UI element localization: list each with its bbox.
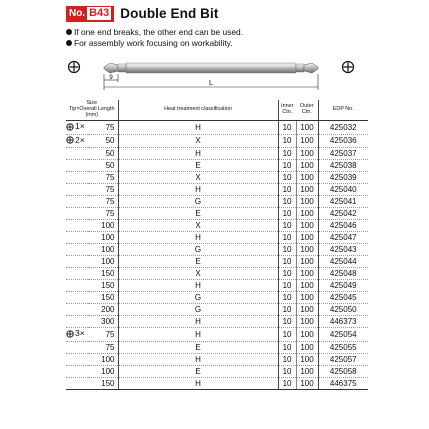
heat-class-cell: G xyxy=(118,304,278,316)
inner-ctn-cell: 10 xyxy=(278,353,296,365)
edp-cell: 425042 xyxy=(318,208,368,220)
tip-size-cell xyxy=(66,196,88,208)
product-title: Double End Bit xyxy=(120,6,219,21)
spec-table xyxy=(66,100,368,390)
table-row xyxy=(66,220,368,232)
outer-ctn-cell: 100 xyxy=(296,160,318,172)
length-cell: 100 xyxy=(88,365,118,377)
tip-size-cell xyxy=(66,160,88,172)
edp-cell: 425048 xyxy=(318,268,368,280)
table-row xyxy=(66,304,368,316)
tip-size-cell xyxy=(66,280,88,292)
dimension-l-label: L xyxy=(209,80,213,87)
table-row xyxy=(66,341,368,353)
heat-class-cell: E xyxy=(118,341,278,353)
inner-ctn-cell: 10 xyxy=(278,256,296,268)
length-cell: 150 xyxy=(88,377,118,389)
edp-cell: 425037 xyxy=(318,148,368,160)
outer-ctn-cell: 100 xyxy=(296,292,318,304)
heat-class-cell: G xyxy=(118,196,278,208)
inner-ctn-cell: 10 xyxy=(278,365,296,377)
length-cell: 50 xyxy=(88,148,118,160)
tip-size-text: 3× xyxy=(75,328,85,338)
phillips-icon xyxy=(66,123,74,131)
tip-size-cell xyxy=(66,172,88,184)
phillips-icon xyxy=(343,62,354,73)
table-row xyxy=(66,160,368,172)
bit-body xyxy=(104,63,318,73)
outer-ctn-cell: 100 xyxy=(296,316,318,328)
tip-size-cell xyxy=(66,304,88,316)
table-row xyxy=(66,196,368,208)
phillips-icon xyxy=(69,62,80,73)
length-cell: 150 xyxy=(88,280,118,292)
edp-cell: 425038 xyxy=(318,160,368,172)
feature-note xyxy=(66,38,243,49)
table-row xyxy=(66,172,368,184)
feature-note-text: If one end breaks, the other end can be used. xyxy=(74,27,244,37)
tip-size-cell xyxy=(66,341,88,353)
heat-class-cell: X xyxy=(118,268,278,280)
tip-size-cell xyxy=(66,184,88,196)
table-row xyxy=(66,365,368,377)
size-header-line2: Tip×Overall Length (mm) xyxy=(69,106,115,118)
inner-ctn-cell: 10 xyxy=(278,160,296,172)
inner-ctn-cell: 10 xyxy=(278,304,296,316)
inner-ctn-cell: 10 xyxy=(278,184,296,196)
inner-ctn-cell: 10 xyxy=(278,280,296,292)
feature-notes xyxy=(66,27,243,48)
outer-ctn-cell: 100 xyxy=(296,148,318,160)
edp-cell: 425050 xyxy=(318,304,368,316)
tip-size-cell xyxy=(66,208,88,220)
edp-cell: 425046 xyxy=(318,220,368,232)
heat-class-cell: H xyxy=(118,280,278,292)
table-row xyxy=(66,280,368,292)
product-code: B43 xyxy=(89,7,110,19)
heat-class-cell: X xyxy=(118,172,278,184)
outer-ctn-cell: 100 xyxy=(296,341,318,353)
edp-cell: 446373 xyxy=(318,316,368,328)
tip-size-cell xyxy=(66,232,88,244)
edp-cell: 425039 xyxy=(318,172,368,184)
tip-size-cell xyxy=(66,268,88,280)
phillips-icon xyxy=(66,136,74,144)
tip-size-cell xyxy=(66,353,88,365)
inner-ctn-cell: 10 xyxy=(278,220,296,232)
tip-size-cell xyxy=(66,220,88,232)
edp-cell: 425054 xyxy=(318,328,368,342)
outer-ctn-header: Outer Ctn. xyxy=(296,100,318,121)
outer-ctn-cell: 100 xyxy=(296,134,318,148)
heat-class-cell: X xyxy=(118,220,278,232)
outer-ctn-cell: 100 xyxy=(296,328,318,342)
tip-size-text: 1× xyxy=(75,121,85,131)
heat-class-cell: E xyxy=(118,365,278,377)
table-row xyxy=(66,244,368,256)
heat-class-cell: H xyxy=(118,377,278,389)
edp-cell: 425043 xyxy=(318,244,368,256)
inner-ctn-cell: 10 xyxy=(278,121,296,135)
product-number-badge xyxy=(66,6,114,22)
table-row xyxy=(66,121,368,135)
heat-class-cell: E xyxy=(118,256,278,268)
tip-size-cell xyxy=(66,148,88,160)
table-row xyxy=(66,292,368,304)
spec-table-header xyxy=(66,100,368,121)
table-row xyxy=(66,208,368,220)
outer-ctn-cell: 100 xyxy=(296,121,318,135)
inner-ctn-cell: 10 xyxy=(278,172,296,184)
inner-ctn-cell: 10 xyxy=(278,148,296,160)
tip-size-cell xyxy=(66,316,88,328)
length-cell: 150 xyxy=(88,292,118,304)
edp-cell: 425055 xyxy=(318,341,368,353)
edp-header: EDP No. xyxy=(318,100,368,121)
edp-cell: 446375 xyxy=(318,377,368,389)
heat-class-cell: H xyxy=(118,232,278,244)
tip-size-cell xyxy=(66,377,88,389)
outer-ctn-cell: 100 xyxy=(296,184,318,196)
heat-class-cell: G xyxy=(118,292,278,304)
outer-ctn-cell: 100 xyxy=(296,196,318,208)
product-header xyxy=(66,5,218,22)
tip-size-cell xyxy=(66,365,88,377)
dimension-9-label: 9 xyxy=(109,75,113,81)
tip-size-cell xyxy=(66,256,88,268)
heat-class-cell: H xyxy=(118,148,278,160)
edp-cell: 425058 xyxy=(318,365,368,377)
heat-class-cell: H xyxy=(118,328,278,342)
length-cell: 100 xyxy=(88,353,118,365)
heat-class-cell: H xyxy=(118,316,278,328)
length-cell: 75 xyxy=(88,196,118,208)
tip-size-cell xyxy=(66,121,88,135)
size-header xyxy=(66,100,118,121)
length-cell: 100 xyxy=(88,244,118,256)
length-cell: 100 xyxy=(88,232,118,244)
bit-diagram xyxy=(66,52,366,104)
length-cell: 75 xyxy=(88,172,118,184)
table-row xyxy=(66,268,368,280)
outer-ctn-cell: 100 xyxy=(296,232,318,244)
outer-ctn-cell: 100 xyxy=(296,172,318,184)
length-cell: 75 xyxy=(88,121,118,135)
table-row xyxy=(66,184,368,196)
edp-cell: 425041 xyxy=(318,196,368,208)
length-cell: 75 xyxy=(88,208,118,220)
inner-ctn-cell: 10 xyxy=(278,244,296,256)
length-cell: 75 xyxy=(88,184,118,196)
outer-ctn-cell: 100 xyxy=(296,280,318,292)
outer-ctn-cell: 100 xyxy=(296,365,318,377)
length-cell: 200 xyxy=(88,304,118,316)
phillips-icon xyxy=(66,330,74,338)
inner-ctn-header: Inner Ctn. xyxy=(278,100,296,121)
length-cell: 50 xyxy=(88,134,118,148)
length-cell: 75 xyxy=(88,328,118,342)
size-header-line1: Size xyxy=(86,100,97,106)
inner-ctn-cell: 10 xyxy=(278,377,296,389)
heat-class-cell: G xyxy=(118,244,278,256)
length-cell: 50 xyxy=(88,160,118,172)
inner-ctn-cell: 10 xyxy=(278,208,296,220)
table-row xyxy=(66,316,368,328)
heat-class-cell: E xyxy=(118,208,278,220)
heat-class-cell: E xyxy=(118,160,278,172)
heat-class-cell: H xyxy=(118,353,278,365)
outer-ctn-cell: 100 xyxy=(296,268,318,280)
edp-cell: 425049 xyxy=(318,280,368,292)
length-cell: 300 xyxy=(88,316,118,328)
inner-ctn-cell: 10 xyxy=(278,328,296,342)
edp-cell: 425057 xyxy=(318,353,368,365)
outer-ctn-cell: 100 xyxy=(296,304,318,316)
tip-size-cell xyxy=(66,244,88,256)
inner-ctn-cell: 10 xyxy=(278,196,296,208)
inner-ctn-cell: 10 xyxy=(278,292,296,304)
length-cell: 75 xyxy=(88,341,118,353)
table-row xyxy=(66,232,368,244)
table-row xyxy=(66,353,368,365)
heat-header: Heat treatment classification xyxy=(118,100,278,121)
inner-ctn-cell: 10 xyxy=(278,341,296,353)
spec-table-body xyxy=(66,121,368,390)
tip-size-cell xyxy=(66,328,88,342)
table-row xyxy=(66,134,368,148)
outer-ctn-cell: 100 xyxy=(296,377,318,389)
table-row xyxy=(66,377,368,389)
tip-size-cell xyxy=(66,134,88,148)
heat-class-cell: X xyxy=(118,134,278,148)
outer-ctn-cell: 100 xyxy=(296,220,318,232)
edp-cell: 425047 xyxy=(318,232,368,244)
feature-note xyxy=(66,27,243,38)
bullet-icon xyxy=(66,29,72,35)
table-row xyxy=(66,328,368,342)
length-cell: 150 xyxy=(88,268,118,280)
heat-class-cell: H xyxy=(118,184,278,196)
length-cell: 100 xyxy=(88,256,118,268)
product-number-prefix: No. xyxy=(69,7,86,19)
edp-cell: 425032 xyxy=(318,121,368,135)
outer-ctn-cell: 100 xyxy=(296,353,318,365)
heat-class-cell: H xyxy=(118,121,278,135)
tip-size-cell xyxy=(66,292,88,304)
bullet-icon xyxy=(66,40,72,46)
edp-cell: 425045 xyxy=(318,292,368,304)
outer-ctn-cell: 100 xyxy=(296,244,318,256)
inner-ctn-cell: 10 xyxy=(278,268,296,280)
inner-ctn-cell: 10 xyxy=(278,232,296,244)
inner-ctn-cell: 10 xyxy=(278,316,296,328)
edp-cell: 425036 xyxy=(318,134,368,148)
edp-cell: 425040 xyxy=(318,184,368,196)
table-row xyxy=(66,256,368,268)
outer-ctn-cell: 100 xyxy=(296,256,318,268)
feature-note-text: For assembly work focusing on workability. xyxy=(74,37,233,48)
outer-ctn-cell: 100 xyxy=(296,208,318,220)
length-cell: 100 xyxy=(88,220,118,232)
edp-cell: 425044 xyxy=(318,256,368,268)
table-row xyxy=(66,148,368,160)
inner-ctn-cell: 10 xyxy=(278,134,296,148)
tip-size-text: 2× xyxy=(75,134,85,145)
